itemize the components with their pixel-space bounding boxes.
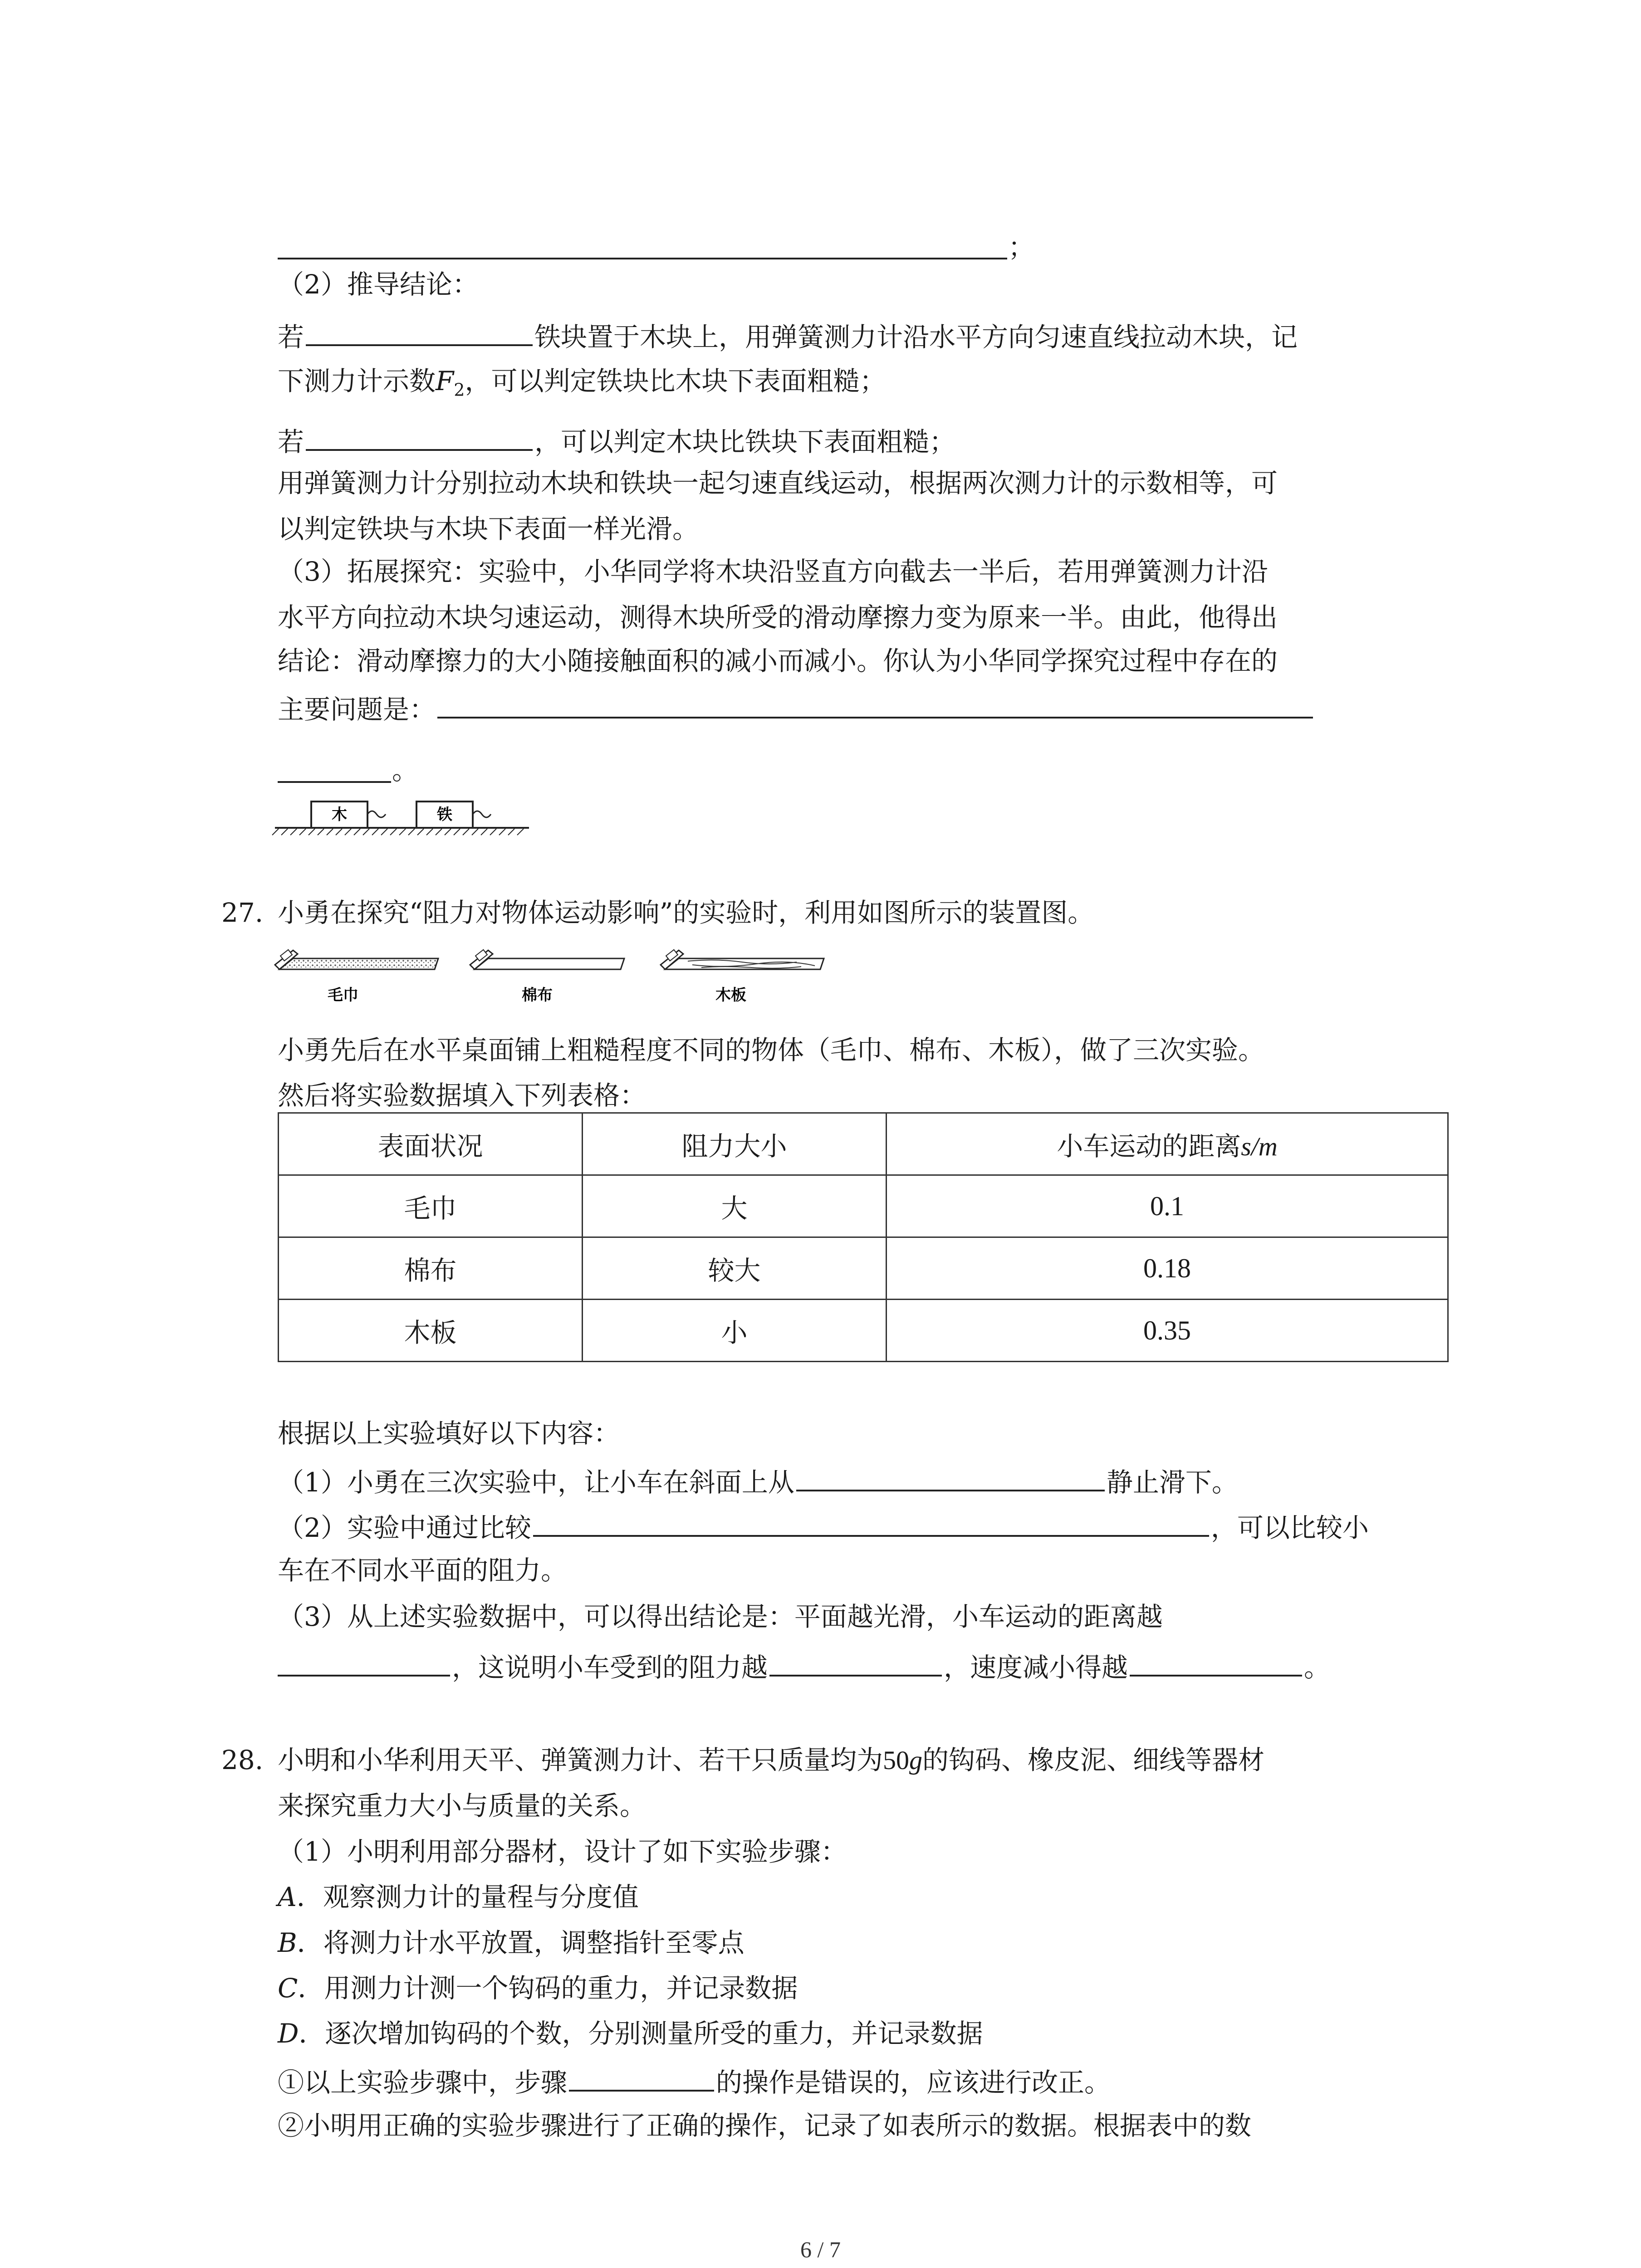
towel-label: 毛巾 [328, 986, 358, 1004]
step-item: D．逐次增加钩码的个数，分别测量所受的重力，并记录数据 [278, 2018, 983, 2049]
text-line: 水平方向拉动木块匀速运动，测得木块所受的滑动摩擦力变为原来一半。由此，他得出 [278, 602, 1278, 633]
text-line: ②小明用正确的实验步骤进行了正确的操作，记录了如表所示的数据。根据表中的数 [278, 2110, 1252, 2141]
wood-board-label: 木板 [715, 986, 746, 1004]
step-item: B．将测力计水平放置，调整指针至零点 [278, 1927, 745, 1958]
text-line: （1）小勇在三次实验中，让小车在斜面上从 静止滑下。 [278, 1461, 1238, 1501]
answer-blank[interactable] [306, 421, 533, 451]
step-item: C．用测力计测一个钩码的重力，并记录数据 [278, 1973, 798, 2004]
section-heading: （2）推导结论： [278, 269, 479, 300]
text-line: 下测力计示数$F_2$，可以判定铁块比木块下表面粗糙； [278, 366, 886, 400]
step-item: A．观察测力计的量程与分度值 [278, 1882, 639, 1912]
text-line: （2）实验中通过比较 ，可以比较小 [278, 1507, 1369, 1546]
table-cell: 毛巾 [279, 1175, 583, 1237]
question-intro: 小勇在探究“阻力对物体运动影响”的实验时，利用如图所示的装置图。 [278, 897, 1094, 928]
text-line: 若 铁块置于木块上，用弹簧测力计沿水平方向匀速直线拉动木块，记 [278, 316, 1298, 355]
answer-blank[interactable] [533, 1507, 1209, 1537]
mass-unit: g [909, 1745, 923, 1775]
answer-blank[interactable] [278, 258, 1007, 259]
table-header: 表面状况 [279, 1113, 583, 1175]
table-header-row [279, 1113, 1448, 1175]
text-line: （1）小明利用部分器材，设计了如下实验步骤： [278, 1836, 847, 1867]
text-line: 小明和小华利用天平、弹簧测力计、若干只质量均为50g的钩码、橡皮泥、细线等器材 [278, 1745, 1265, 1775]
wood-iron-blocks-figure [275, 792, 529, 841]
incline-ramps-figure [275, 941, 833, 1009]
force-symbol: F [436, 366, 454, 396]
unit-label: s/m [1241, 1132, 1278, 1161]
text-line: ①以上实验步骤中，步骤 的操作是错误的，应该进行改正。 [278, 2062, 1111, 2101]
text-line: 主要问题是： [278, 689, 1315, 728]
iron-block-label: 铁 [437, 806, 452, 824]
table-header: 小车运动的距离s/m [887, 1113, 1448, 1175]
table-cell: 棉布 [279, 1237, 583, 1300]
table-cell: 大 [583, 1175, 887, 1237]
text-line: ，这说明小车受到的阻力越 ，速度减小得越 。 [278, 1647, 1330, 1686]
text-line: （3）拓展探究：实验中，小华同学将木块沿竖直方向截去一半后，若用弹簧测力计沿 [278, 556, 1268, 587]
answer-blank[interactable] [278, 1647, 450, 1677]
table-row [279, 1237, 1448, 1300]
table-cell: 0.35 [887, 1300, 1448, 1362]
text-line: 结论：滑动摩擦力的大小随接触面积的减小而减小。你认为小华同学探究过程中存在的 [278, 645, 1278, 676]
wood-block-label: 木 [332, 806, 347, 824]
text-line: 然后将实验数据填入下列表格： [278, 1080, 647, 1111]
answer-blank[interactable] [437, 689, 1313, 719]
text-line: 来探究重力大小与质量的关系。 [278, 1790, 647, 1821]
force-subscript: 2 [454, 380, 465, 400]
answer-blank[interactable] [569, 2062, 714, 2092]
page-number: 6 / 7 [800, 2237, 841, 2262]
text-line: 用弹簧测力计分别拉动木块和铁块一起匀速直线运动，根据两次测力计的示数相等，可 [278, 468, 1278, 499]
text-line: 若 ，可以判定木块比铁块下表面粗糙； [278, 421, 955, 460]
mass-value: 50 [883, 1745, 910, 1775]
answer-blank[interactable] [1130, 1647, 1302, 1677]
text-line: 车在不同水平面的阻力。 [278, 1555, 568, 1586]
table-cell: 0.1 [887, 1175, 1448, 1237]
table-header: 阻力大小 [583, 1113, 887, 1175]
table-cell: 较大 [583, 1237, 887, 1300]
answer-blank[interactable] [769, 1647, 942, 1677]
experiment-table [278, 1112, 1449, 1362]
period: 。 [392, 755, 419, 786]
table-row [279, 1300, 1448, 1362]
question-number: 27. [221, 897, 264, 928]
answer-blank[interactable] [278, 781, 391, 783]
table-cell: 木板 [279, 1300, 583, 1362]
answer-blank[interactable] [306, 316, 533, 346]
table-cell: 小 [583, 1300, 887, 1362]
question-number: 28. [221, 1745, 264, 1775]
table-row [279, 1175, 1448, 1237]
table-cell: 0.18 [887, 1237, 1448, 1300]
text-line: 小勇先后在水平桌面铺上粗糙程度不同的物体（毛巾、棉布、木板），做了三次实验。 [278, 1035, 1265, 1066]
text-line: 以判定铁块与木块下表面一样光滑。 [278, 513, 699, 544]
text-line: （3）从上述实验数据中，可以得出结论是：平面越光滑，小车运动的距离越 [278, 1601, 1163, 1632]
semicolon: ； [1008, 232, 1035, 263]
text-line: 根据以上实验填好以下内容： [278, 1418, 620, 1449]
cotton-label: 棉布 [522, 986, 553, 1004]
answer-blank[interactable] [796, 1461, 1105, 1491]
